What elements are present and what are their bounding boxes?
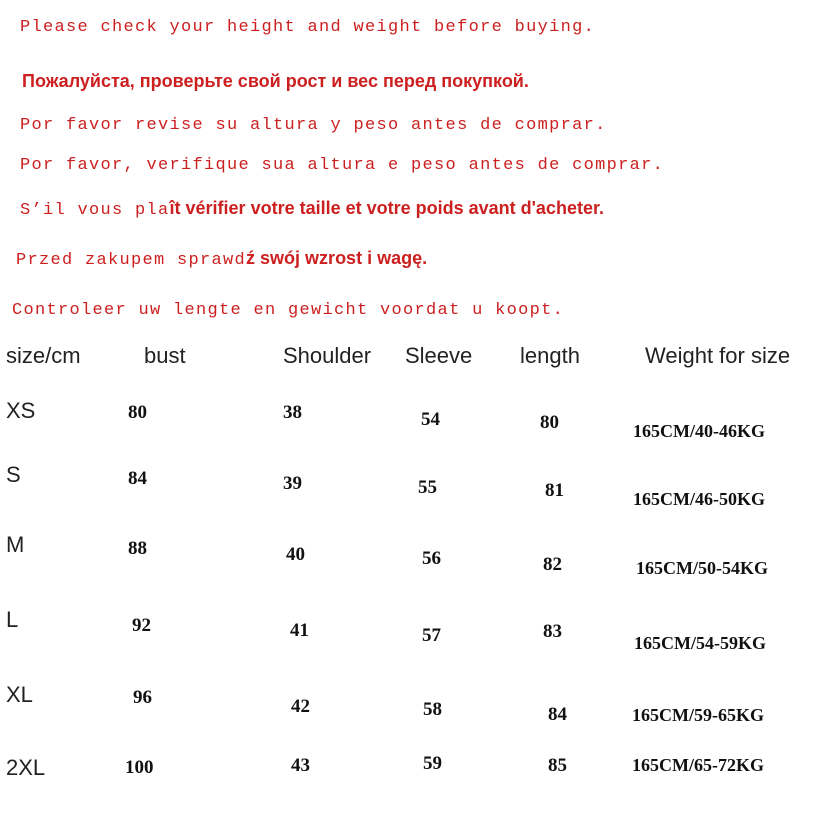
row-m-sleeve: 56 (422, 548, 441, 569)
header-bust: bust (144, 343, 186, 368)
row-xl-size: XL (6, 682, 33, 707)
notice-russian (22, 71, 529, 92)
notice-portuguese-text: Por favor, verifique sua altura e peso antes de comprar. (20, 156, 665, 175)
notice-spanish-text: Por favor revise su altura y peso antes de comprar. (20, 116, 607, 135)
notice-polish-plain: Przed zakupem sprawd (16, 251, 247, 270)
row-xl-length: 84 (548, 704, 567, 725)
notice-portuguese (20, 156, 664, 175)
row-s-shoulder: 39 (283, 473, 302, 494)
row-l-shoulder: 41 (290, 620, 309, 641)
row-s-weight: 165CM/46-50KG (633, 489, 765, 509)
row-xl-sleeve: 58 (423, 699, 442, 720)
notice-french (20, 198, 604, 220)
notice-english (20, 18, 595, 37)
row-xs-bust: 80 (128, 402, 147, 423)
row-2xl-weight: 165CM/65-72KG (632, 755, 764, 775)
row-m-bust: 88 (128, 538, 147, 559)
row-s-bust: 84 (128, 468, 147, 489)
row-s-size: S (6, 462, 21, 487)
row-xl-shoulder: 42 (291, 696, 310, 717)
row-xs-weight: 165CM/40-46KG (633, 421, 765, 441)
row-l-weight: 165CM/54-59KG (634, 633, 766, 653)
notice-polish-bold: ź swój wzrost i wagę. (246, 248, 428, 268)
row-xs-sleeve: 54 (421, 409, 440, 430)
notice-russian-text: Пожалуйста, проверьте свой рост и вес перед покупкой. (22, 71, 529, 91)
row-2xl-size: 2XL (6, 755, 46, 780)
row-xl-weight: 165CM/59-65KG (632, 705, 764, 725)
header-shoulder: Shoulder (283, 343, 372, 368)
notice-polish (16, 248, 427, 270)
notice-dutch-text: Controleer uw lengte en gewicht voordat u koopt. (12, 301, 565, 320)
row-xl-bust: 96 (133, 687, 152, 708)
row-l-length: 83 (543, 621, 562, 642)
row-2xl-length: 85 (548, 755, 567, 776)
notice-french-bold: ît vérifier votre taille et votre poids avant d'acheter. (169, 198, 604, 218)
row-xs-size: XS (6, 398, 36, 423)
notice-spanish (20, 116, 607, 135)
row-2xl-bust: 100 (125, 757, 154, 778)
row-s-sleeve: 55 (418, 477, 437, 498)
row-l-sleeve: 57 (422, 625, 441, 646)
row-xs-length: 80 (540, 412, 559, 433)
header-length: length (520, 343, 580, 368)
row-m-length: 82 (543, 554, 562, 575)
notice-dutch (12, 301, 564, 320)
row-l-size: L (6, 607, 19, 632)
row-xs-shoulder: 38 (283, 402, 302, 423)
notice-english-text: Please check your height and weight before buying. (20, 18, 596, 37)
row-m-size: M (6, 532, 25, 557)
header-weight: Weight for size (645, 343, 791, 368)
header-sleeve: Sleeve (405, 343, 473, 368)
header-size: size/cm (6, 343, 81, 368)
row-m-weight: 165CM/50-54KG (636, 558, 768, 578)
row-2xl-sleeve: 59 (423, 753, 442, 774)
row-m-shoulder: 40 (286, 544, 305, 565)
row-l-bust: 92 (132, 615, 151, 636)
row-s-length: 81 (545, 480, 564, 501)
row-2xl-shoulder: 43 (291, 755, 310, 776)
notice-french-plain: S’il vous pla (20, 201, 170, 220)
